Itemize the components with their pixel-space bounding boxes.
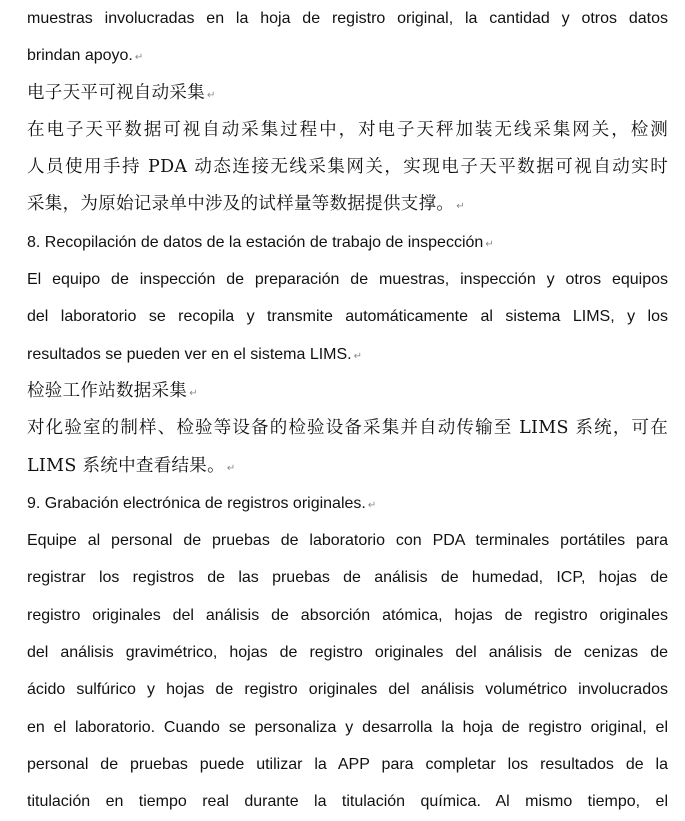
text-line-content: LIMS 系统中查看结果。 xyxy=(27,455,225,476)
text-line-content: en el laboratorio. Cuando se personaliza y desarrolla la hoja de registro original, el xyxy=(27,718,668,736)
text-line xyxy=(27,783,668,820)
paragraph-mark-icon: ↵ xyxy=(485,238,494,250)
text-line-content: resultados se pueden ver en el sistema LIMS. xyxy=(27,345,352,363)
text-line xyxy=(27,224,668,261)
text-line-content: 在电子天平数据可视自动采集过程中，对电子天秤加装无线采集网关，检测 xyxy=(27,119,668,140)
text-line xyxy=(27,373,668,410)
text-line xyxy=(27,746,668,783)
text-line xyxy=(27,485,668,522)
text-line xyxy=(27,448,668,485)
text-line-content: personal de pruebas puede utilizar la APP para completar los resultados de la xyxy=(27,755,668,773)
text-line-content: 对化验室的制样、检验等设备的检验设备采集并自动传输至 LIMS 系统，可在 xyxy=(27,418,668,439)
text-line xyxy=(27,0,668,37)
text-line xyxy=(27,597,668,634)
text-line xyxy=(27,186,668,223)
paragraph-mark-icon: ↵ xyxy=(134,52,144,64)
paragraph-mark-icon: ↵ xyxy=(226,462,236,474)
text-line xyxy=(27,634,668,671)
text-line-content: 电子天平可视自动采集 xyxy=(27,82,205,103)
text-line xyxy=(27,410,668,447)
text-line xyxy=(27,261,668,298)
text-line-content: Equipe al personal de pruebas de laboratorio con PDA terminales portátiles para xyxy=(27,532,668,550)
text-line xyxy=(27,149,668,186)
text-line-content: del análisis gravimétrico, hojas de registro originales del análisis de cenizas de xyxy=(27,644,668,662)
text-line xyxy=(27,709,668,746)
text-line xyxy=(27,75,668,112)
text-line-content: muestras involucradas en la hoja de registro original, la cantidad y otros datos xyxy=(27,10,668,27)
text-line-content: ácido sulfúrico y hojas de registro originales del análisis volumétrico involucrados xyxy=(27,681,668,699)
text-line-content: del laboratorio se recopila y transmite automáticamente al sistema LIMS, y los xyxy=(27,308,668,326)
text-line-content: registro originales del análisis de absorción atómica, hojas de registro originales xyxy=(27,606,668,624)
text-line xyxy=(27,522,668,559)
text-line-content: titulación en tiempo real durante la titulación química. Al mismo tiempo, el xyxy=(27,793,668,811)
text-line-content: El equipo de inspección de preparación de muestras, inspección y otros equipos xyxy=(27,271,668,289)
paragraph-mark-icon: ↵ xyxy=(207,89,216,101)
text-line xyxy=(27,559,668,596)
text-line xyxy=(27,112,668,149)
text-line-content: brindan apoyo. xyxy=(27,47,133,65)
text-line xyxy=(27,37,668,74)
text-line-content: 9. Grabación electrónica de registros originales. xyxy=(27,494,366,512)
text-line xyxy=(27,336,668,373)
text-line-content: 8. Recopilación de datos de la estación de trabajo de inspección xyxy=(27,233,484,251)
document-page xyxy=(27,0,668,821)
text-line-content: 检验工作站数据采集 xyxy=(27,380,188,401)
text-line-content: 人员使用手持 PDA 动态连接无线采集网关，实现电子天平数据可视自动实时 xyxy=(27,157,668,178)
text-line xyxy=(27,298,668,335)
paragraph-mark-icon: ↵ xyxy=(456,201,465,213)
paragraph-mark-icon: ↵ xyxy=(367,499,377,511)
text-line-content: registrar los registros de las pruebas de análisis de humedad, ICP, hojas de xyxy=(27,569,668,587)
document-body xyxy=(27,0,668,821)
paragraph-mark-icon: ↵ xyxy=(353,350,363,362)
text-line-content: 采集，为原始记录单中涉及的试样量等数据提供支撑。 xyxy=(27,194,455,215)
text-line xyxy=(27,671,668,708)
paragraph-mark-icon: ↵ xyxy=(189,387,198,399)
